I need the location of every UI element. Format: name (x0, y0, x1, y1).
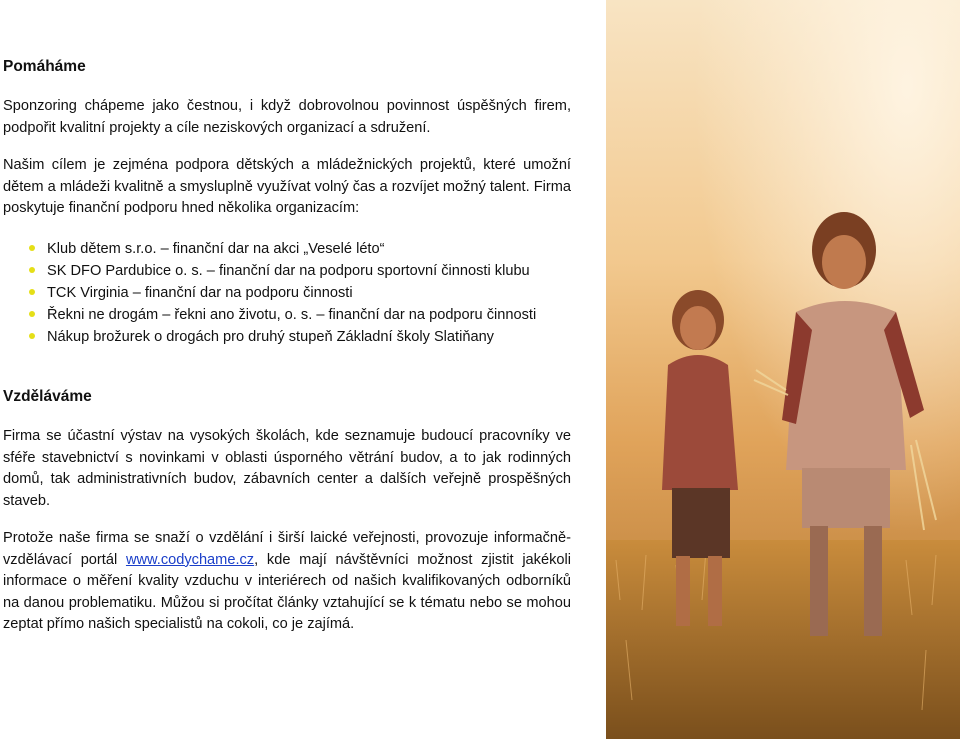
bullet-icon (29, 289, 35, 295)
organization-list (3, 238, 571, 348)
list-item: Klub dětem s.r.o. – finanční dar na akci „Veselé léto“ (3, 238, 571, 260)
paragraph-vystavy: Firma se účastní výstav na vysokých školách, kde seznamuje budoucí pracovníky ve sféře stavebnictví s novinkami v oblasti úsporného větrání budov, a to jak rodinných domů, tak administrativních budov, zábavních center a dalších veřejně prospěšných staveb. (3, 428, 571, 509)
list-item: SK DFO Pardubice o. s. – finanční dar na podporu sportovní činnosti klubu (3, 260, 571, 282)
bullet-icon (29, 245, 35, 251)
bullet-icon (29, 333, 35, 339)
paragraph-portal: Protože naše firma se snaží o vzdělání i širší laické veřejnosti, provozuje informačně-vzdělávací portál www.codychame.cz, kde mají návštěvníci možnost zjistit jakékoli informace o měření kvality vzduchu v interiérech od našich kvalifikovaných odborníků na danou problematiku. Můžou si pročítat články vztahující se k tématu nebo se mohou zeptat přímo našich specialistů na cokoli, co je zajímá. (3, 530, 571, 632)
paragraph-sponzoring: Sponzoring chápeme jako čestnou, i když dobrovolnou povinnost úspěšných firem, podpořit kvalitní projekty a cíle neziskových organizací a sdružení. (3, 98, 571, 136)
list-item: Nákup brožurek o drogách pro druhý stupeň Základní školy Slatiňany (3, 326, 571, 348)
bullet-icon (29, 267, 35, 273)
list-item: Řekni ne drogám – řekni ano životu, o. s. – finanční dar na podporu činnosti (3, 304, 571, 326)
heading-pomahame: Pomáháme (3, 58, 86, 75)
paragraph-cilem: Našim cílem je zejména podpora dětských a mládežnických projektů, které umožní dětem a mládeži kvalitně a smysluplně využívat volný čas a rozvíjet možný talent. Firma poskytuje finanční podporu hned několika organizacím: (3, 157, 571, 216)
portal-link[interactable]: www.codychame.cz (125, 551, 255, 568)
list-item: TCK Virginia – finanční dar na podporu činnosti (3, 282, 571, 304)
heading-vzdelavame: Vzděláváme (3, 388, 92, 405)
bullet-icon (29, 311, 35, 317)
children-in-wheat-field-photo (606, 0, 960, 739)
